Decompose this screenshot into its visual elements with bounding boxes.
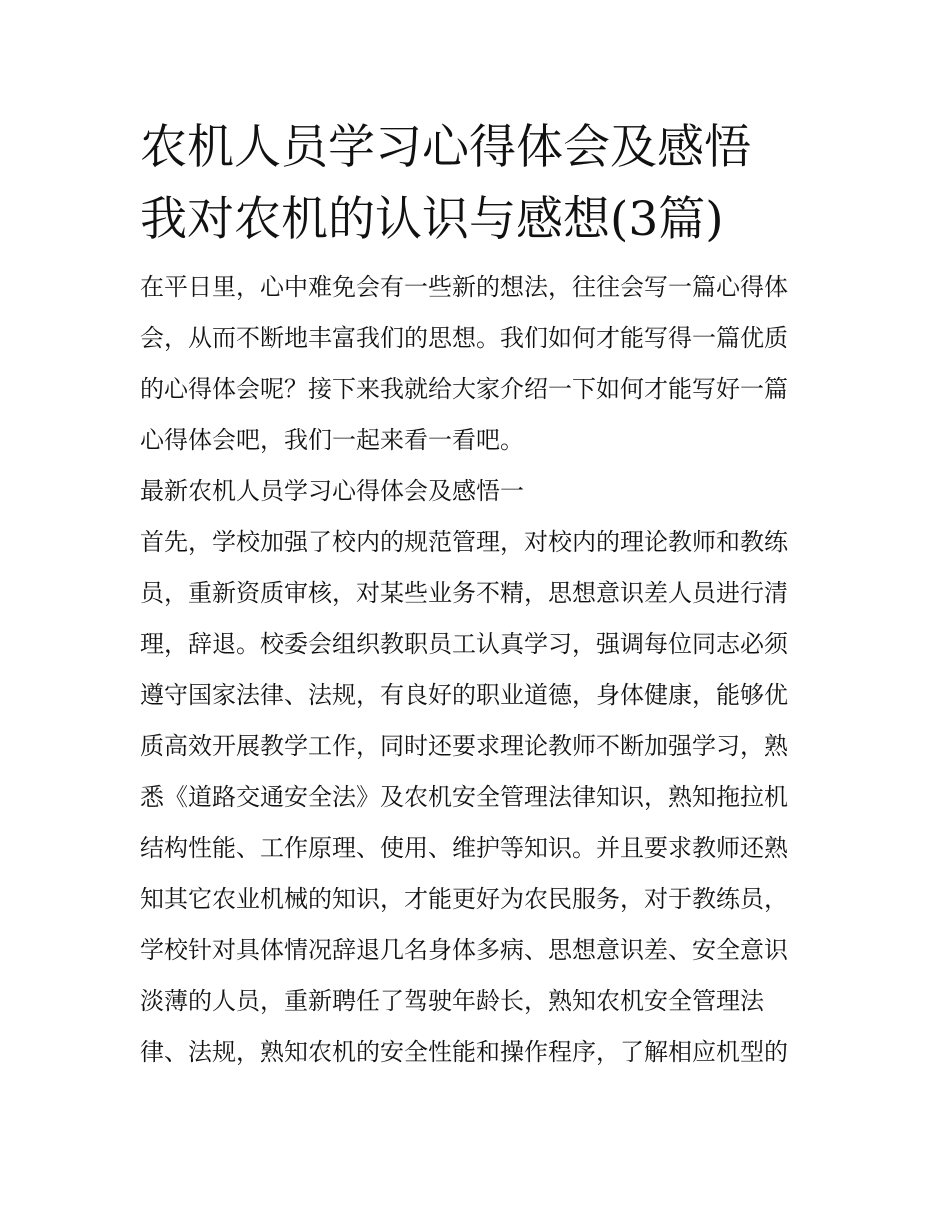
title-line: 我对农机的认识与感想(3篇) [140,192,724,247]
paragraph-line: 悉《道路交通安全法》及农机安全管理法律知识，熟知拖拉机 [140,783,788,811]
title-line: 农机人员学习心得体会及感悟 [140,120,751,175]
paragraph-line: 首先，学校加强了校内的规范管理，对校内的理论教师和教练 [140,528,788,556]
section-paragraph [140,517,815,1078]
paragraph-line: 律、法规，熟知农机的安全性能和操作程序，了解相应机型的 [140,1038,788,1066]
paragraph-line: 心得体会吧，我们一起来看一看吧。 [140,426,524,454]
document-page [140,112,815,1078]
paragraph-line: 淡薄的人员，重新聘任了驾驶年龄长，熟知农机安全管理法 [140,987,764,1015]
paragraph-line: 结构性能、工作原理、使用、维护等知识。并且要求教师还熟 [140,834,788,862]
document-title [140,112,815,256]
paragraph-line: 质高效开展教学工作，同时还要求理论教师不断加强学习，熟 [140,732,788,760]
paragraph-line: 会，从而不断地丰富我们的思想。我们如何才能写得一篇优质 [140,324,788,352]
paragraph-line: 知其它农业机械的知识，才能更好为农民服务，对于教练员， [140,885,788,913]
paragraph-line: 理，辞退。校委会组织教职员工认真学习，强调每位同志必须 [140,630,788,658]
paragraph-line: 员，重新资质审核，对某些业务不精，思想意识差人员进行清 [140,579,788,607]
paragraph-line: 在平日里，心中难免会有一些新的想法，往往会写一篇心得体 [140,273,788,301]
paragraph-line: 的心得体会呢？接下来我就给大家介绍一下如何才能写好一篇 [140,375,788,403]
intro-paragraph [140,262,815,466]
paragraph-line: 学校针对具体情况辞退几名身体多病、思想意识差、安全意识 [140,936,788,964]
section-heading: 最新农机人员学习心得体会及感悟一 [140,477,524,505]
paragraph-line: 遵守国家法律、法规，有良好的职业道德，身体健康，能够优 [140,681,788,709]
